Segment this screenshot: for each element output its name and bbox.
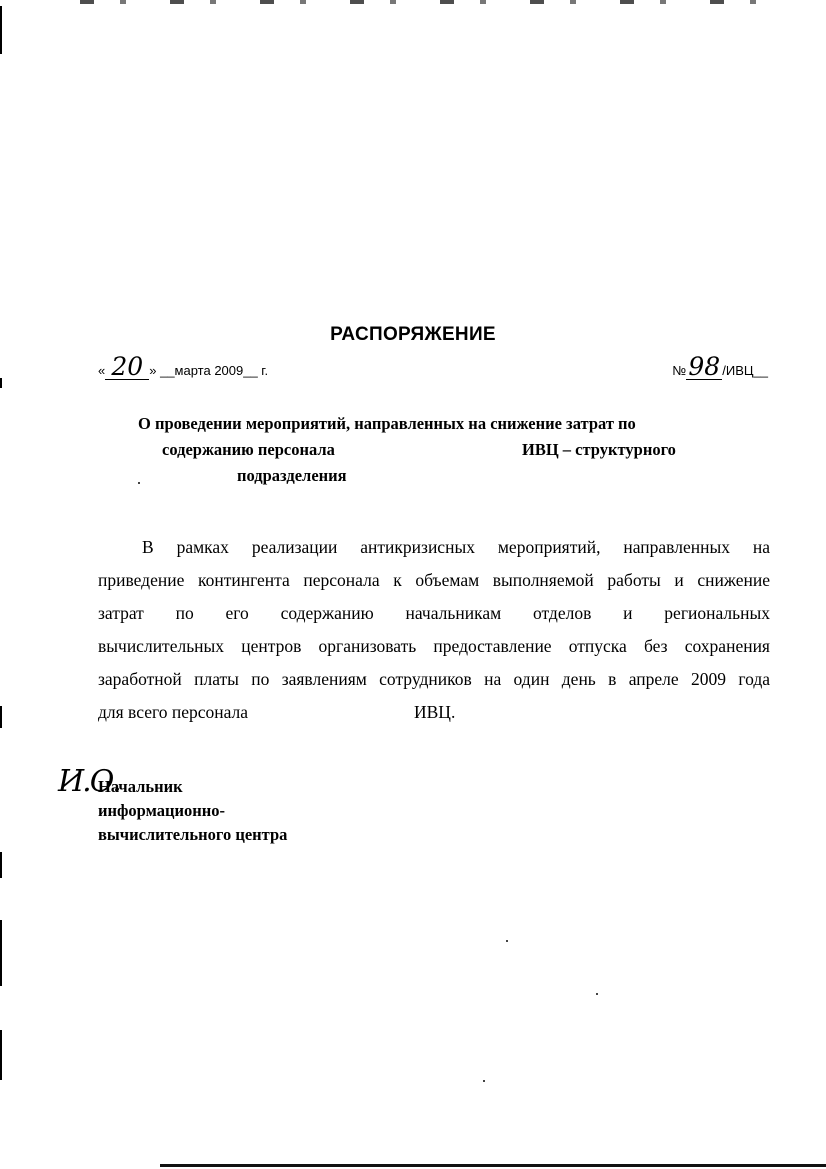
signature-handwritten-prefix: И.О. [58, 764, 120, 799]
number-handwritten: 98 [688, 352, 721, 381]
document-title: РАСПОРЯЖЕНИЕ [330, 324, 496, 345]
body-line-4: вычислительных центров организовать предоставление отпуска без сохранения [98, 636, 770, 656]
scan-mark-left-3 [0, 706, 2, 728]
scan-dot [506, 940, 508, 942]
scan-mark-left-4 [0, 852, 2, 878]
document-date [98, 354, 268, 380]
number-suffix: /ИВЦ__ [722, 363, 768, 378]
scan-dot [138, 482, 140, 484]
signature-line-1: Начальник [98, 777, 183, 796]
body-line-3: затрат по его содержанию начальникам отделов и региональных [98, 603, 770, 623]
number-field [686, 354, 722, 380]
scan-dot [483, 1080, 485, 1082]
signature-line-3: вычислительного центра [98, 825, 288, 844]
scan-mark-left-2 [0, 378, 2, 388]
number-prefix: № [672, 363, 687, 378]
body-line-6b: ИВЦ. [414, 702, 456, 722]
signature-line-2: информационно- [98, 801, 226, 820]
date-month-year: __марта 2009__ г. [160, 363, 269, 378]
scan-noise-top [80, 0, 760, 4]
date-open-quote: « [98, 363, 106, 378]
subject-line-2b: ИВЦ – структурного [522, 440, 676, 459]
subject-line-1: О проведении мероприятий, направленных на снижение затрат по [138, 414, 636, 433]
body-line-5: заработной платы по заявлениям сотрудников на один день в апреле 2009 года [98, 669, 770, 689]
signature-block [98, 775, 287, 847]
scan-dot [596, 993, 598, 995]
subject-line-3: подразделения [237, 466, 347, 485]
subject-line-2a: содержанию персонала [162, 440, 335, 459]
date-day-field [105, 354, 149, 380]
scan-line-bottom [160, 1164, 826, 1167]
body-line-6a: для всего персонала [98, 702, 249, 722]
scan-mark-left-1 [0, 6, 2, 54]
date-close-quote: » [149, 363, 157, 378]
body-line-2: приведение контингента персонала к объемам выполняемой работы и снижение [98, 570, 770, 590]
scan-mark-left-6 [0, 1030, 2, 1080]
date-day-handwritten: 20 [111, 352, 144, 381]
body-line-1: В рамках реализации антикризисных мероприятий, направленных на [142, 537, 770, 557]
scan-mark-left-5 [0, 920, 2, 986]
document-number [672, 354, 768, 380]
